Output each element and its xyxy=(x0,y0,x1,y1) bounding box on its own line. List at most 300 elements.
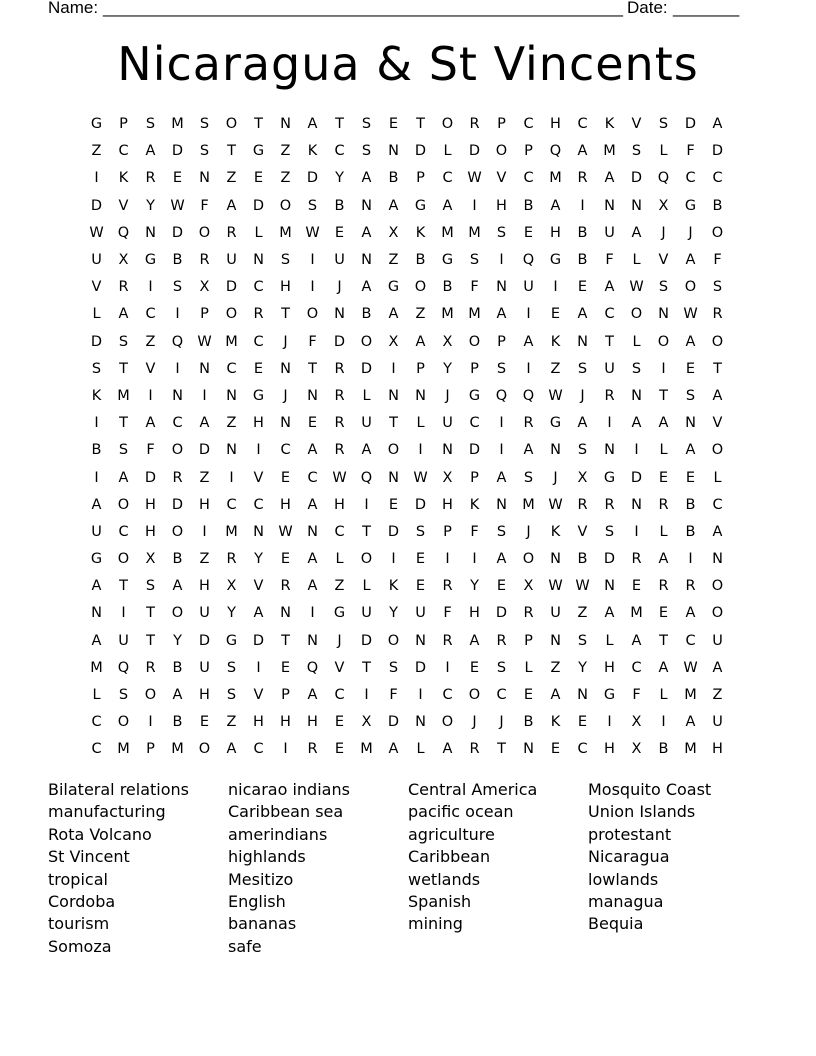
grid-letter: A xyxy=(307,442,318,459)
grid-letter: A xyxy=(658,659,669,676)
grid-letter: D xyxy=(468,143,481,160)
grid-letter: H xyxy=(199,687,210,704)
grid-letter: O xyxy=(468,333,481,350)
grid-row xyxy=(83,437,731,464)
grid-letter: N xyxy=(226,387,237,404)
grid-letter: A xyxy=(631,415,642,432)
grid-letter: A xyxy=(577,306,588,323)
grid-row xyxy=(83,383,731,410)
grid-letter: A xyxy=(91,496,102,513)
grid-row xyxy=(83,519,731,546)
grid-letter: J xyxy=(499,714,504,731)
grid-letter: C xyxy=(145,306,156,323)
grid-letter: A xyxy=(415,333,426,350)
grid-letter: N xyxy=(577,687,588,704)
grid-letter: E xyxy=(685,360,696,377)
grid-letter: X xyxy=(226,578,237,595)
grid-letter: S xyxy=(658,279,669,296)
grid-letter: E xyxy=(334,224,345,241)
grid-letter: C xyxy=(712,496,723,513)
grid-letter: E xyxy=(658,605,669,622)
grid-row xyxy=(83,492,731,519)
grid-letter: F xyxy=(713,252,722,269)
grid-letter: N xyxy=(226,442,237,459)
grid-letter: A xyxy=(442,741,453,758)
grid-letter: F xyxy=(470,523,479,540)
grid-letter: Q xyxy=(522,387,535,404)
grid-letter: S xyxy=(523,469,534,486)
word-list-item: Caribbean xyxy=(408,847,491,867)
grid-letter: J xyxy=(580,387,585,404)
grid-letter: N xyxy=(280,605,291,622)
grid-letter: B xyxy=(388,170,399,187)
date-field-line[interactable]: _______ xyxy=(673,0,740,17)
grid-letter: I xyxy=(391,360,396,377)
grid-letter: W xyxy=(89,224,104,241)
grid-letter: N xyxy=(496,279,507,296)
grid-letter: C xyxy=(118,523,129,540)
grid-letter: R xyxy=(334,442,345,459)
grid-letter: C xyxy=(253,333,264,350)
grid-letter: C xyxy=(172,415,183,432)
word-list-item: managua xyxy=(588,892,664,912)
grid-letter: H xyxy=(253,714,264,731)
grid-letter: D xyxy=(630,170,643,187)
grid-letter: A xyxy=(712,387,723,404)
grid-letter: V xyxy=(118,197,129,214)
grid-letter: N xyxy=(550,632,561,649)
grid-letter: S xyxy=(388,659,399,676)
grid-letter: I xyxy=(121,605,126,622)
grid-letter: S xyxy=(685,387,696,404)
grid-letter: X xyxy=(658,197,669,214)
grid-letter: N xyxy=(91,605,102,622)
grid-letter: M xyxy=(90,659,103,676)
grid-letter: B xyxy=(577,224,588,241)
grid-letter: I xyxy=(148,387,153,404)
grid-letter: J xyxy=(688,224,693,241)
grid-letter: I xyxy=(661,360,666,377)
grid-letter: O xyxy=(711,442,724,459)
grid-letter: D xyxy=(198,442,211,459)
grid-letter: H xyxy=(145,523,156,540)
grid-letter: T xyxy=(335,116,344,133)
grid-letter: B xyxy=(685,496,696,513)
grid-letter: N xyxy=(280,360,291,377)
grid-letter: S xyxy=(307,197,318,214)
grid-row xyxy=(83,138,731,165)
grid-letter: B xyxy=(685,523,696,540)
grid-letter: D xyxy=(387,523,400,540)
grid-letter: O xyxy=(360,551,373,568)
grid-letter: K xyxy=(469,496,480,513)
grid-letter: Z xyxy=(226,714,237,731)
grid-letter: M xyxy=(225,523,238,540)
grid-letter: L xyxy=(362,578,371,595)
grid-letter: L xyxy=(443,143,452,160)
grid-letter: S xyxy=(658,116,669,133)
word-list-item: English xyxy=(228,892,286,912)
grid-letter: C xyxy=(577,741,588,758)
grid-letter: I xyxy=(148,714,153,731)
grid-letter: L xyxy=(659,143,668,160)
grid-letter: L xyxy=(659,523,668,540)
grid-letter: E xyxy=(172,170,183,187)
grid-letter: M xyxy=(549,170,562,187)
word-column xyxy=(48,779,228,958)
grid-letter: X xyxy=(523,578,534,595)
grid-letter: I xyxy=(283,741,288,758)
grid-letter: D xyxy=(360,632,373,649)
grid-letter: N xyxy=(550,551,561,568)
grid-letter: J xyxy=(526,523,531,540)
grid-letter: S xyxy=(199,143,210,160)
grid-letter: I xyxy=(499,415,504,432)
grid-letter: Z xyxy=(145,333,156,350)
grid-letter: H xyxy=(442,496,453,513)
grid-letter: C xyxy=(118,143,129,160)
grid-letter: I xyxy=(202,523,207,540)
grid-letter: E xyxy=(334,714,345,731)
grid-letter: X xyxy=(631,741,642,758)
grid-letter: M xyxy=(441,224,454,241)
word-list-item: manufacturing xyxy=(48,802,166,822)
word-list-item: Mesitizo xyxy=(228,869,294,889)
grid-letter: M xyxy=(684,687,697,704)
grid-letter: S xyxy=(361,116,372,133)
grid-letter: R xyxy=(469,741,480,758)
grid-letter: L xyxy=(524,659,533,676)
grid-letter: R xyxy=(334,360,345,377)
grid-letter: E xyxy=(496,578,507,595)
word-list-item: Bilateral relations xyxy=(48,780,190,799)
grid-letter: R xyxy=(226,224,237,241)
grid-letter: A xyxy=(361,170,372,187)
grid-letter: C xyxy=(631,659,642,676)
grid-letter: E xyxy=(415,578,426,595)
grid-letter: D xyxy=(684,116,697,133)
grid-letter: R xyxy=(577,170,588,187)
grid-letter: W xyxy=(548,496,563,513)
grid-letter: E xyxy=(307,415,318,432)
grid-letter: Q xyxy=(522,252,535,269)
grid-letter: A xyxy=(631,224,642,241)
grid-letter: L xyxy=(659,442,668,459)
grid-letter: D xyxy=(603,551,616,568)
grid-letter: E xyxy=(523,224,534,241)
grid-letter: O xyxy=(711,333,724,350)
grid-letter: A xyxy=(496,306,507,323)
grid-letter: D xyxy=(171,143,184,160)
grid-letter: Z xyxy=(91,143,102,160)
grid-row xyxy=(83,165,731,192)
grid-letter: A xyxy=(577,143,588,160)
grid-letter: E xyxy=(550,306,561,323)
grid-letter: K xyxy=(550,714,561,731)
grid-letter: E xyxy=(577,714,588,731)
grid-letter: R xyxy=(712,306,723,323)
grid-letter: Z xyxy=(334,578,345,595)
grid-letter: L xyxy=(659,687,668,704)
grid-letter: S xyxy=(361,143,372,160)
grid-letter: N xyxy=(307,632,318,649)
grid-letter: D xyxy=(414,659,427,676)
grid-row xyxy=(83,111,731,138)
grid-letter: O xyxy=(711,605,724,622)
grid-letter: R xyxy=(334,387,345,404)
word-list-item: pacific ocean xyxy=(408,802,514,822)
grid-letter: T xyxy=(119,578,128,595)
grid-letter: T xyxy=(659,632,668,649)
grid-letter: L xyxy=(416,741,425,758)
grid-letter: E xyxy=(415,551,426,568)
grid-letter: C xyxy=(253,741,264,758)
grid-letter: B xyxy=(577,252,588,269)
grid-letter: E xyxy=(280,469,291,486)
grid-letter: R xyxy=(604,387,615,404)
grid-letter: A xyxy=(550,197,561,214)
grid-letter: A xyxy=(199,415,210,432)
grid-letter: C xyxy=(442,687,453,704)
grid-letter: T xyxy=(119,360,128,377)
grid-letter: G xyxy=(684,197,697,214)
grid-letter: O xyxy=(198,741,211,758)
grid-letter: D xyxy=(414,143,427,160)
grid-letter: P xyxy=(470,360,479,377)
word-column xyxy=(588,779,768,958)
grid-letter: H xyxy=(496,197,507,214)
grid-letter: H xyxy=(253,415,264,432)
grid-letter: P xyxy=(416,170,425,187)
grid-letter: Q xyxy=(360,469,373,486)
grid-letter: M xyxy=(441,306,454,323)
grid-letter: J xyxy=(661,224,666,241)
grid-letter: Q xyxy=(657,170,670,187)
grid-letter: O xyxy=(387,632,400,649)
grid-letter: C xyxy=(334,523,345,540)
grid-letter: A xyxy=(523,442,534,459)
grid-row xyxy=(83,628,731,655)
grid-letter: R xyxy=(145,170,156,187)
grid-letter: S xyxy=(172,279,183,296)
grid-letter: V xyxy=(253,687,264,704)
grid-letter: O xyxy=(711,224,724,241)
grid-letter: Q xyxy=(117,224,130,241)
word-list-item: nicarao indians xyxy=(228,780,350,799)
grid-letter: I xyxy=(634,442,639,459)
grid-letter: W xyxy=(305,224,320,241)
grid-letter: J xyxy=(283,333,288,350)
word-list-item: tropical xyxy=(48,869,108,889)
grid-letter: D xyxy=(90,333,103,350)
grid-letter: L xyxy=(92,687,101,704)
grid-letter: A xyxy=(712,523,723,540)
grid-letter: A xyxy=(685,333,696,350)
grid-letter: L xyxy=(632,333,641,350)
grid-letter: A xyxy=(496,469,507,486)
grid-letter: O xyxy=(144,687,157,704)
grid-letter: S xyxy=(577,442,588,459)
grid-letter: A xyxy=(388,741,399,758)
grid-letter: T xyxy=(362,659,371,676)
grid-letter: A xyxy=(91,632,102,649)
grid-row xyxy=(83,193,731,220)
grid-letter: O xyxy=(360,333,373,350)
grid-letter: Q xyxy=(495,387,508,404)
grid-letter: Y xyxy=(227,605,236,622)
grid-letter: U xyxy=(712,714,723,731)
grid-letter: M xyxy=(171,116,184,133)
grid-letter: T xyxy=(146,632,155,649)
grid-letter: V xyxy=(253,578,264,595)
grid-letter: H xyxy=(550,116,561,133)
grid-letter: B xyxy=(712,197,723,214)
grid-letter: D xyxy=(333,333,346,350)
grid-letter: A xyxy=(658,415,669,432)
grid-letter: U xyxy=(415,605,426,622)
grid-letter: Q xyxy=(306,659,319,676)
grid-letter: T xyxy=(713,360,722,377)
grid-letter: K xyxy=(388,578,399,595)
grid-letter: A xyxy=(361,442,372,459)
grid-letter: I xyxy=(472,197,477,214)
grid-letter: L xyxy=(632,252,641,269)
grid-letter: T xyxy=(362,523,371,540)
grid-letter: R xyxy=(226,551,237,568)
grid-letter: K xyxy=(550,523,561,540)
grid-row xyxy=(83,274,731,301)
grid-letter: N xyxy=(280,415,291,432)
grid-letter: B xyxy=(172,252,183,269)
grid-letter: B xyxy=(658,741,669,758)
grid-letter: V xyxy=(712,415,723,432)
grid-letter: E xyxy=(577,279,588,296)
grid-letter: I xyxy=(688,551,693,568)
word-list-item: amerindians xyxy=(228,824,328,844)
grid-letter: Y xyxy=(578,659,587,676)
grid-letter: N xyxy=(685,415,696,432)
grid-letter: H xyxy=(280,496,291,513)
grid-letter: A xyxy=(442,197,453,214)
grid-letter: Z xyxy=(226,415,237,432)
grid-letter: J xyxy=(337,279,342,296)
grid-letter: N xyxy=(388,143,399,160)
grid-letter: Y xyxy=(173,632,182,649)
grid-letter: O xyxy=(225,116,238,133)
grid-letter: R xyxy=(280,578,291,595)
grid-letter: I xyxy=(229,469,234,486)
grid-letter: H xyxy=(199,496,210,513)
grid-letter: E xyxy=(334,741,345,758)
grid-letter: H xyxy=(334,496,345,513)
grid-letter: C xyxy=(523,116,534,133)
grid-letter: S xyxy=(226,659,237,676)
grid-letter: P xyxy=(119,116,128,133)
grid-letter: N xyxy=(334,306,345,323)
grid-letter: Y xyxy=(254,551,263,568)
grid-letter: A xyxy=(172,687,183,704)
grid-letter: R xyxy=(199,252,210,269)
grid-letter: R xyxy=(496,632,507,649)
grid-letter: U xyxy=(523,279,534,296)
grid-letter: E xyxy=(199,714,210,731)
grid-letter: G xyxy=(252,143,265,160)
grid-letter: B xyxy=(361,306,372,323)
grid-letter: N xyxy=(199,360,210,377)
grid-letter: J xyxy=(445,387,450,404)
grid-letter: R xyxy=(604,496,615,513)
grid-letter: T xyxy=(308,360,317,377)
grid-letter: X xyxy=(442,469,453,486)
grid-letter: K xyxy=(91,387,102,404)
grid-letter: O xyxy=(117,496,130,513)
word-column xyxy=(228,779,408,958)
grid-letter: K xyxy=(118,170,129,187)
grid-letter: D xyxy=(414,496,427,513)
grid-letter: E xyxy=(253,360,264,377)
grid-letter: U xyxy=(199,605,210,622)
grid-letter: I xyxy=(418,442,423,459)
grid-letter: D xyxy=(252,632,265,649)
grid-letter: U xyxy=(550,605,561,622)
grid-letter: Y xyxy=(146,197,155,214)
grid-letter: S xyxy=(199,116,210,133)
grid-letter: X xyxy=(361,714,372,731)
grid-letter: B xyxy=(334,197,345,214)
grid-letter: N xyxy=(604,578,615,595)
grid-letter: C xyxy=(253,279,264,296)
grid-letter: P xyxy=(524,143,533,160)
grid-letter: D xyxy=(306,170,319,187)
grid-letter: K xyxy=(604,116,615,133)
grid-letter: I xyxy=(202,387,207,404)
grid-letter: N xyxy=(145,224,156,241)
name-field-line[interactable]: _______________________________________________________ xyxy=(103,0,624,17)
grid-letter: D xyxy=(171,496,184,513)
grid-letter: N xyxy=(307,523,318,540)
grid-letter: N xyxy=(361,197,372,214)
grid-letter: A xyxy=(253,605,264,622)
grid-letter: V xyxy=(91,279,102,296)
grid-letter: K xyxy=(415,224,426,241)
grid-letter: I xyxy=(364,496,369,513)
grid-letter: I xyxy=(418,687,423,704)
grid-letter: I xyxy=(175,306,180,323)
grid-letter: T xyxy=(146,605,155,622)
grid-letter: U xyxy=(334,252,345,269)
word-list-item: highlands xyxy=(228,847,306,867)
word-list xyxy=(48,779,768,958)
grid-letter: A xyxy=(631,632,642,649)
grid-letter: L xyxy=(416,415,425,432)
grid-letter: N xyxy=(631,197,642,214)
grid-letter: N xyxy=(253,252,264,269)
grid-letter: U xyxy=(118,632,129,649)
grid-letter: U xyxy=(91,252,102,269)
word-column xyxy=(408,779,588,958)
grid-letter: I xyxy=(607,415,612,432)
grid-letter: P xyxy=(497,116,506,133)
grid-letter: I xyxy=(661,714,666,731)
grid-letter: O xyxy=(171,442,184,459)
grid-letter: A xyxy=(577,415,588,432)
grid-letter: X xyxy=(577,469,588,486)
grid-letter: E xyxy=(253,170,264,187)
grid-letter: N xyxy=(172,387,183,404)
grid-letter: N xyxy=(550,442,561,459)
grid-row xyxy=(83,573,731,600)
grid-letter: A xyxy=(604,170,615,187)
